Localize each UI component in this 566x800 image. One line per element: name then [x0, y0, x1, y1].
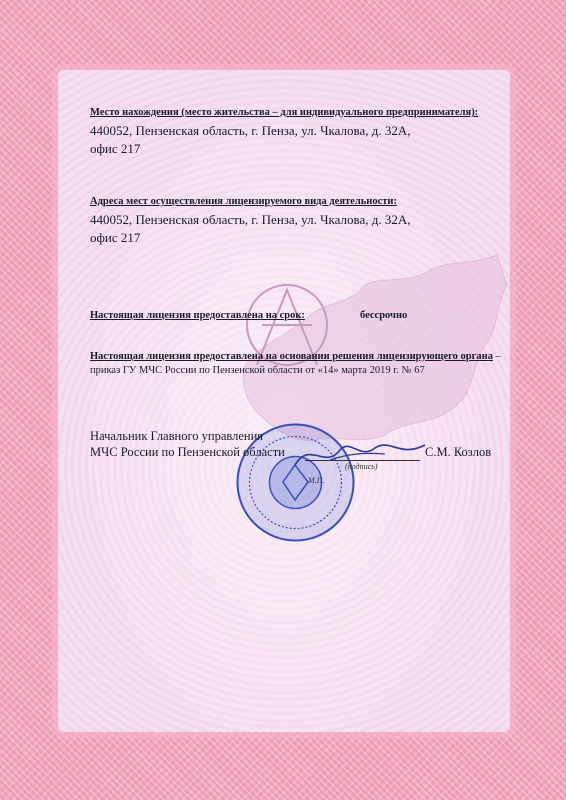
- signatory-title-line1: Начальник Главного управления: [90, 429, 264, 443]
- location-value-line2: офис 217: [90, 141, 141, 156]
- activity-address-line2: офис 217: [90, 230, 141, 245]
- seal-caption: М.П.: [308, 476, 325, 485]
- handwritten-signature-icon: [290, 430, 430, 480]
- term-section: [90, 309, 510, 323]
- signatory-name: С.М. Козлов: [425, 445, 492, 459]
- activity-address-label: Адреса мест осуществления лицензируемого вида деятельности:: [90, 196, 397, 207]
- signature-caption: (подпись): [345, 462, 378, 471]
- term-label: Настоящая лицензия предоставлена на срок:: [90, 310, 305, 321]
- term-value: бессрочно: [360, 310, 408, 321]
- signatory-title-line2: МЧС России по Пензенской области: [90, 445, 285, 459]
- location-section: [90, 106, 510, 158]
- basis-rest: – приказ ГУ МЧС России по Пензенской области от «14» марта 2019 г. № 67: [90, 351, 501, 376]
- location-value-line1: 440052, Пензенская область, г. Пенза, ул. Чкалова, д. 32А,: [90, 123, 411, 138]
- basis-lead: Настоящая лицензия предоставлена на основании решения лицензирующего органа: [90, 351, 493, 362]
- location-label: Место нахождения (место жительства – для индивидуального предпринимателя):: [90, 107, 479, 118]
- signature-line: [305, 460, 420, 461]
- activity-address-line1: 440052, Пензенская область, г. Пенза, ул. Чкалова, д. 32А,: [90, 212, 411, 227]
- basis-section: [90, 350, 510, 378]
- activity-address-section: [90, 195, 510, 247]
